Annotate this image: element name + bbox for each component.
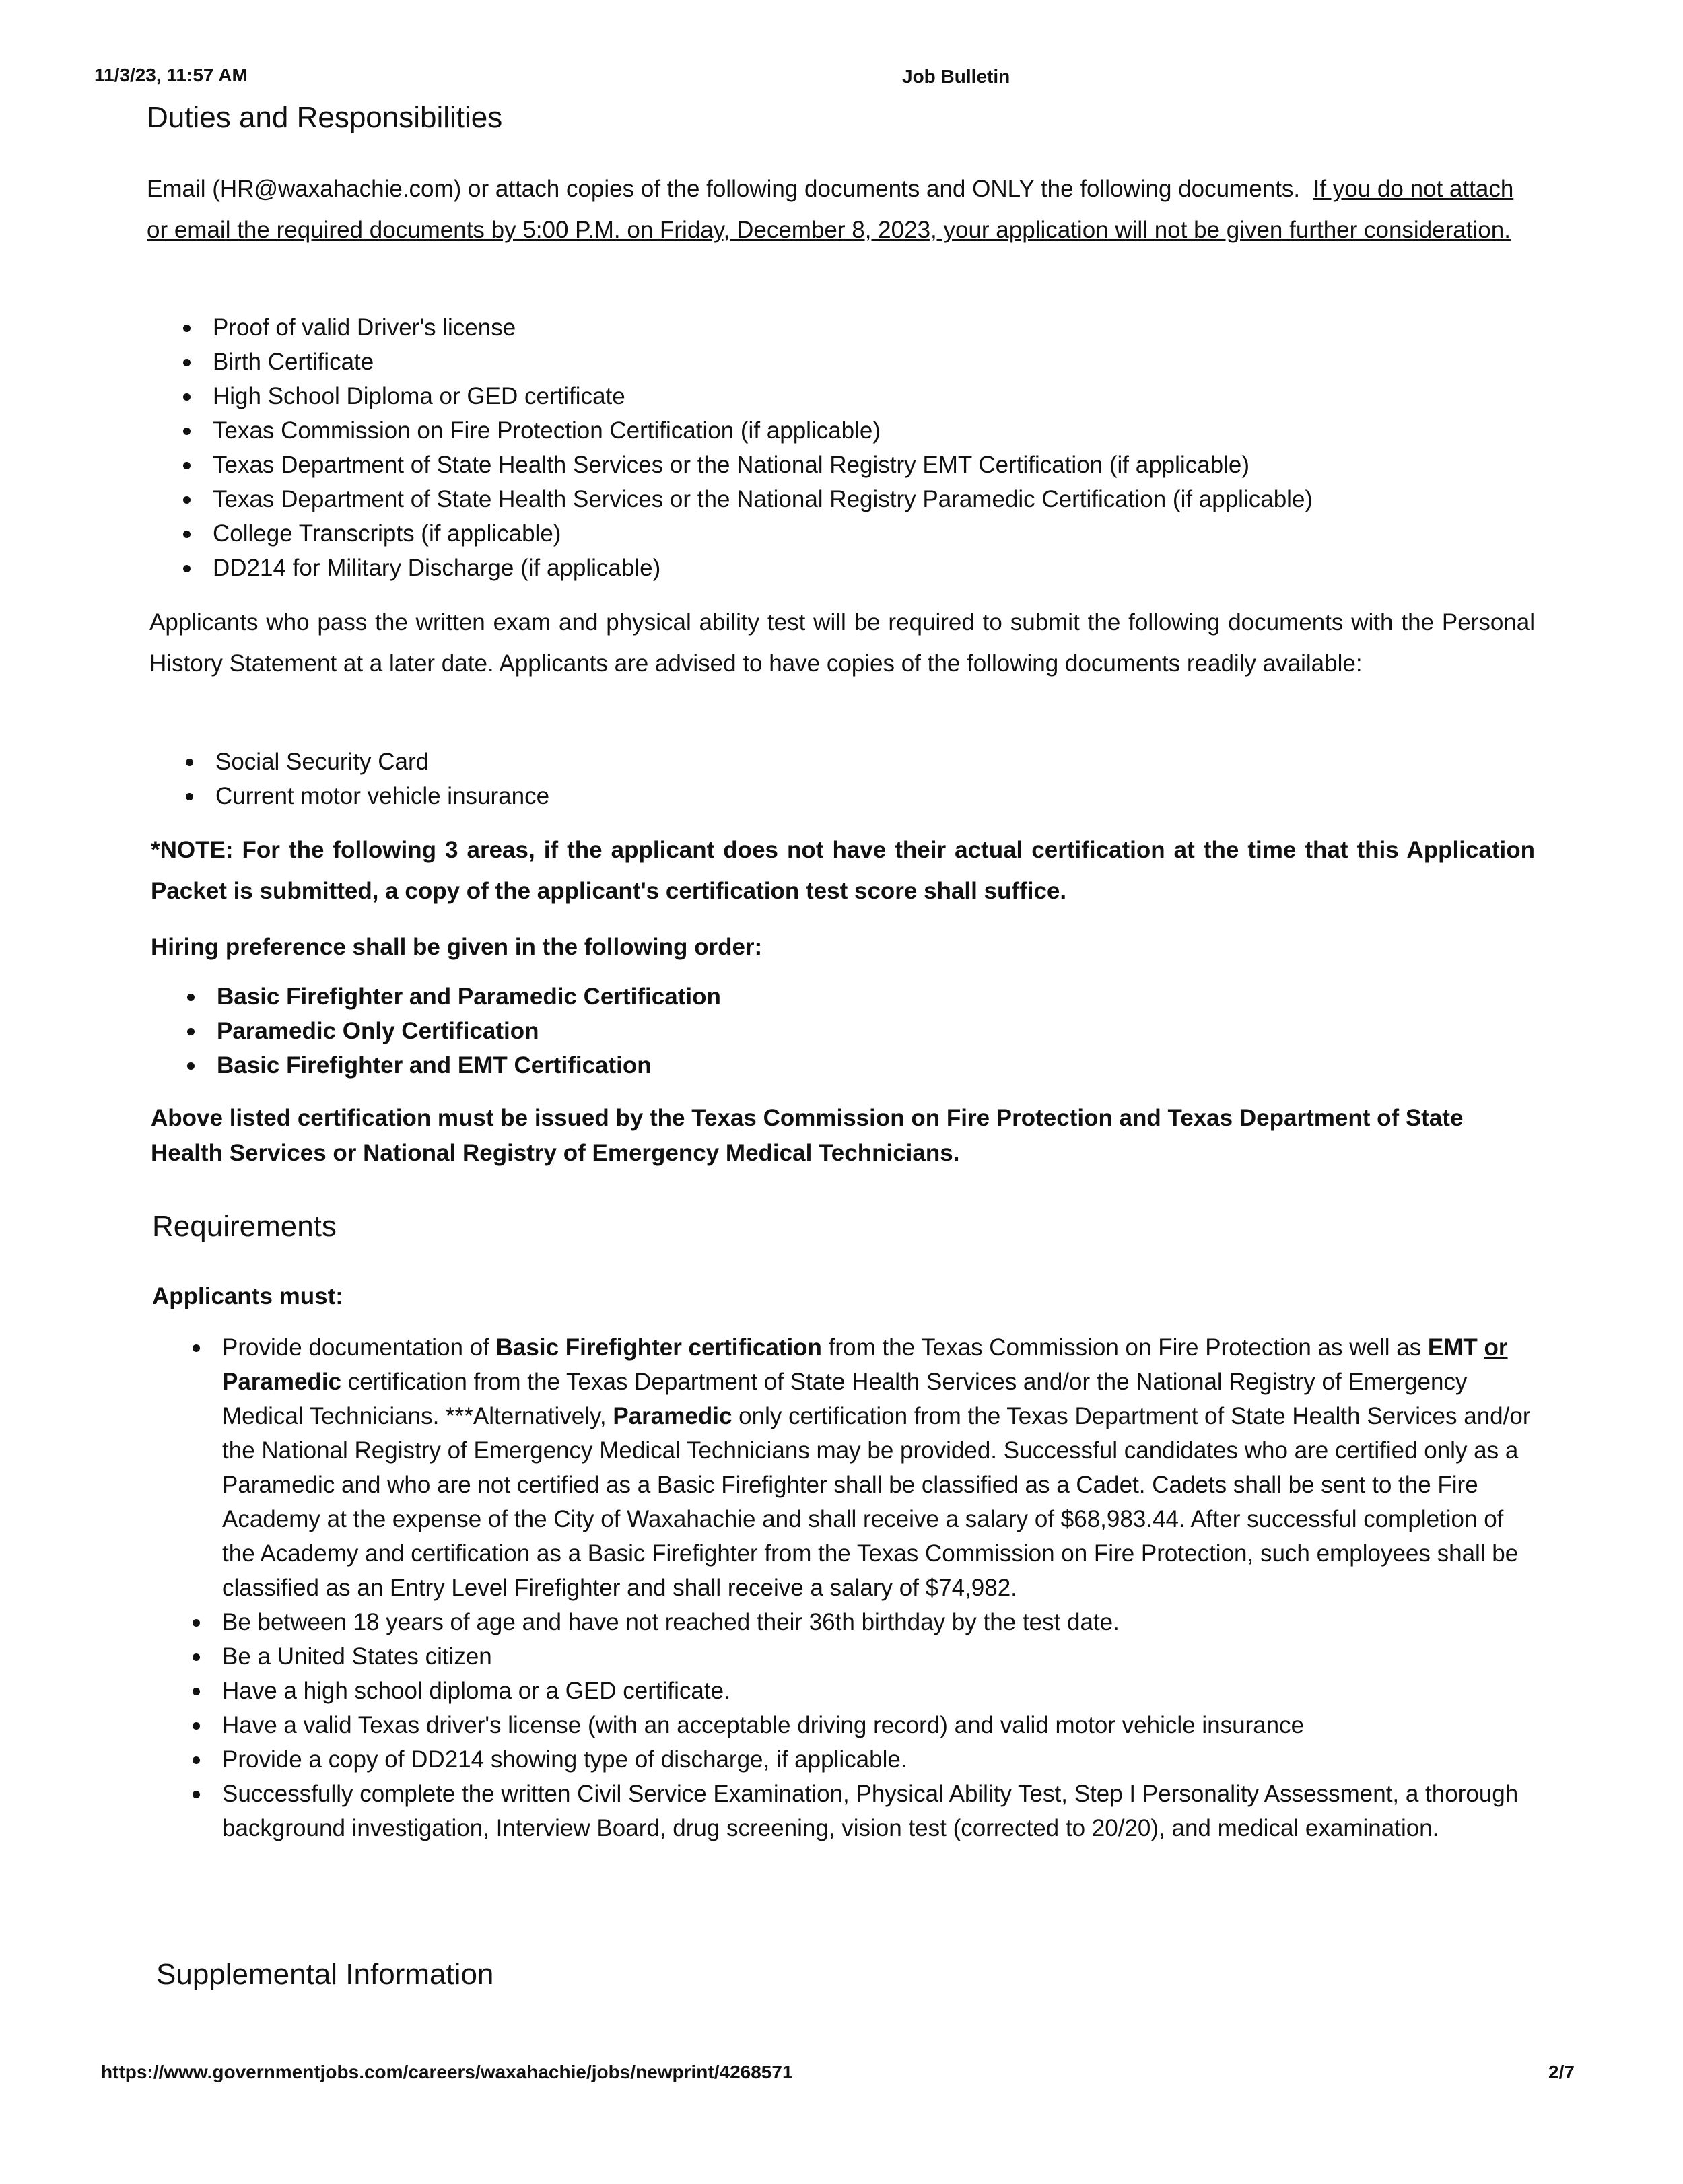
list-item: Proof of valid Driver's license bbox=[178, 310, 1524, 345]
req-bold-or: or bbox=[1484, 1334, 1508, 1361]
certification-issuer-note: Above listed certification must be issued by the Texas Commission on Fire Protection and Texas Department of State Health Services or National Registry of Emergency Medical Technicians. bbox=[151, 1105, 1464, 1166]
page-header-title: Job Bulletin bbox=[902, 66, 1010, 87]
list-item: Social Security Card bbox=[180, 745, 1527, 779]
footer-url: https://www.governmentjobs.com/careers/waxahachie/jobs/newprint/4268571 bbox=[101, 2061, 793, 2082]
list-item: College Transcripts (if applicable) bbox=[178, 516, 1524, 551]
intro-instructions: Email (HR@waxahachie.com) or attach copies of the following documents and ONLY the following documents. bbox=[147, 176, 1301, 202]
list-item: Successfully complete the written Civil Service Examination, Physical Ability Test, Step I Personality Assessment, a thorough background investigation, Interview Board, drug screening, vision test (corrected to 20/20), and medical examination. bbox=[187, 1777, 1540, 1845]
req-bold-emt: EMT bbox=[1427, 1334, 1484, 1361]
req-text: Provide documentation of bbox=[222, 1334, 496, 1361]
certification-note: *NOTE: For the following 3 areas, if the applicant does not have their actual certification at the time that this Application Packet is submitted, a copy of the applicant's certification test score shall suffice. bbox=[151, 837, 1535, 904]
req-bold-paramedic: Paramedic bbox=[222, 1369, 342, 1395]
later-documents-text: Applicants who pass the written exam and physical ability test will be required to submit the following documents with the Personal History Statement at a later date. Applicants are advised to have copies of the following documents readily available: bbox=[149, 609, 1535, 677]
list-item: Be between 18 years of age and have not reached their 36th birthday by the test date. bbox=[187, 1605, 1540, 1639]
list-item: Birth Certificate bbox=[178, 345, 1524, 379]
list-item: Paramedic Only Certification bbox=[182, 1014, 1528, 1048]
supplemental-heading: Supplemental Information bbox=[156, 1958, 494, 1991]
list-item: Basic Firefighter and EMT Certification bbox=[182, 1048, 1528, 1083]
req-text: certification from the Texas Department of State Health Services and/or the National Registry of Emergency Medical Technicians. ***Alternatively, bbox=[222, 1369, 1468, 1429]
req-bold-paramedic-alt: Paramedic bbox=[613, 1403, 732, 1429]
list-item: Be a United States citizen bbox=[187, 1639, 1540, 1674]
print-datetime: 11/3/23, 11:57 AM bbox=[94, 65, 248, 86]
req-bold-basic-ff: Basic Firefighter certification bbox=[495, 1334, 822, 1361]
duties-intro bbox=[147, 168, 1535, 250]
list-item: Provide a copy of DD214 showing type of discharge, if applicable. bbox=[187, 1742, 1540, 1777]
intro-deadline-warning: If you do not attach or email the required documents by 5:00 P.M. on Friday, December 8, 2023, your application will not be given further consideration. bbox=[147, 176, 1514, 243]
page-number: 2/7 bbox=[1548, 2061, 1575, 2082]
hiring-preference-label: Hiring preference shall be given in the following order: bbox=[151, 934, 763, 960]
list-item: High School Diploma or GED certificate bbox=[178, 379, 1524, 413]
list-item bbox=[187, 1330, 1540, 1605]
list-item: DD214 for Military Discharge (if applicable) bbox=[178, 551, 1524, 585]
requirements-list bbox=[187, 1330, 1540, 1845]
applicants-must-label: Applicants must: bbox=[152, 1283, 343, 1309]
requirements-heading: Requirements bbox=[152, 1210, 337, 1243]
hiring-preference-list bbox=[182, 980, 1528, 1083]
list-item: Have a high school diploma or a GED certificate. bbox=[187, 1674, 1540, 1708]
list-item: Have a valid Texas driver's license (with an acceptable driving record) and valid motor vehicle insurance bbox=[187, 1708, 1540, 1742]
list-item: Basic Firefighter and Paramedic Certification bbox=[182, 980, 1528, 1014]
list-item: Texas Department of State Health Services or the National Registry EMT Certification (if applicable) bbox=[178, 448, 1524, 482]
list-item: Texas Department of State Health Services or the National Registry Paramedic Certification (if applicable) bbox=[178, 482, 1524, 516]
req-text: from the Texas Commission on Fire Protection as well as bbox=[821, 1334, 1428, 1361]
req-text: only certification from the Texas Department of State Health Services and/or the National Registry of Emergency Medical Technicians may be provided. Successful candidates who are certified only as a Paramedic and who are not certified as a Basic Firefighter shall be classified as a Cadet. Cadets shall be sent to the Fire Academy at the expense of the City of Waxahachie and shall receive a salary of $68,983.44. After successful completion of the Academy and certification as a Basic Firefighter from the Texas Commission on Fire Protection, such employees shall be classified as an Entry Level Firefighter and shall receive a salary of $74,982. bbox=[222, 1403, 1531, 1601]
required-documents-list bbox=[178, 310, 1524, 585]
list-item: Texas Commission on Fire Protection Certification (if applicable) bbox=[178, 413, 1524, 448]
duties-heading: Duties and Responsibilities bbox=[147, 101, 503, 134]
later-documents-list bbox=[180, 745, 1527, 813]
list-item: Current motor vehicle insurance bbox=[180, 779, 1527, 813]
